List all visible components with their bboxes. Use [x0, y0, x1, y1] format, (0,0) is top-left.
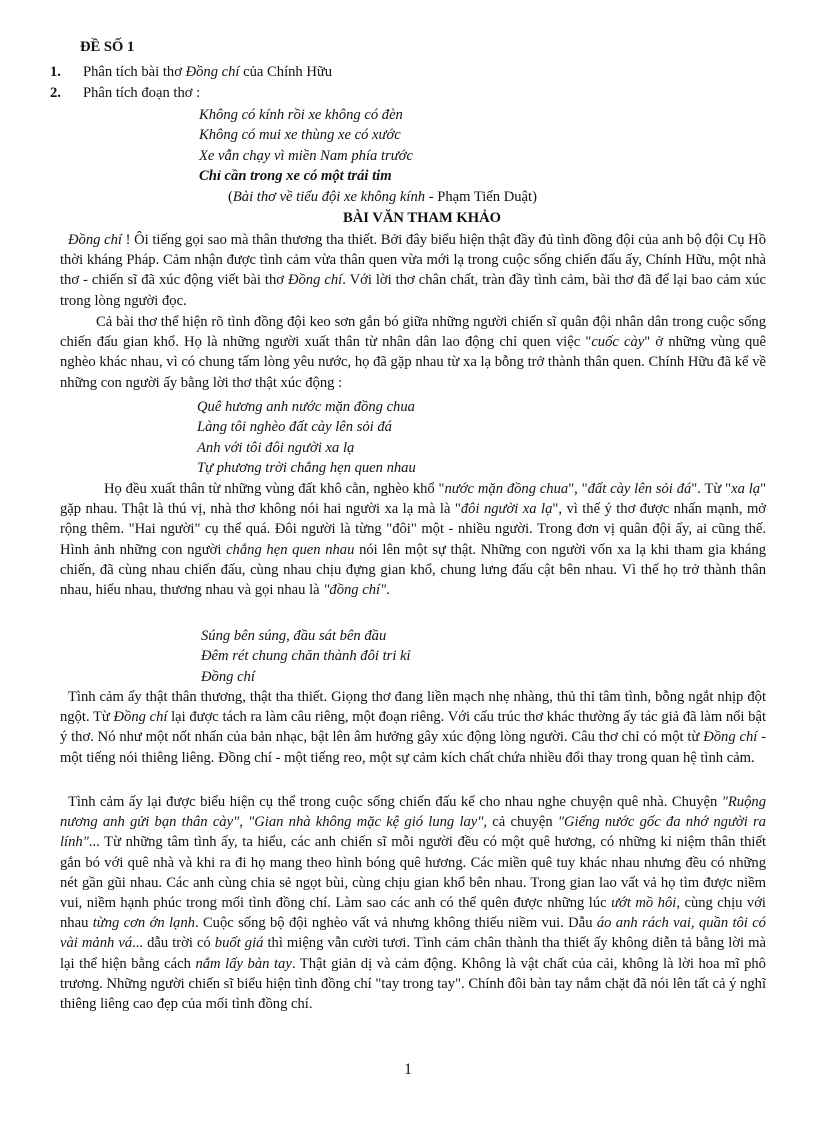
- poem-excerpt-1: [199, 105, 413, 186]
- poem-line: Làng tôi nghèo đất cày lên sỏi đá: [197, 419, 392, 436]
- poem-line: Chỉ cần trong xe có một trái tim: [199, 167, 392, 184]
- poem-line: Tự phương trời chẳng hẹn quen nhau: [197, 459, 416, 476]
- poem-excerpt-2: [197, 397, 416, 478]
- essay-paragraph-2: Cả bài thơ thể hiện rõ tình đồng đội keo sơn gắn bó giữa những người chiến sĩ quân đội nhân dân trong cuộc sống chiến đấu gian khổ. Họ là những người xuất thân từ nhân dân lao động chỉ quen việc "cuốc cày" ở những vùng quê nghèo khác nhau, vì có chung tấm lòng yêu nước, họ đã gặp nhau từ xa lạ bỗng trở thành thân quen. Chính Hữu đã kể về những con người ấy bằng lời thơ thật xúc động :: [60, 314, 767, 391]
- essay-paragraph-4: Tình cảm ấy thật thân thương, thật tha thiết. Giọng thơ đang liền mạch nhẹ nhàng, thủ thỉ tâm tình, bỗng ngắt nhịp đột ngột. Từ Đồng chí lại được tách ra làm câu riêng, một đoạn riêng. Với cấu trúc thơ khác thường ấy tác giả đã làm nổi bật ý thơ. Nó như một nốt nhấn của bản nhạc, bật lên âm hưởng gây xúc động lòng người. Câu thơ chỉ có một từ Đồng chí - một tiếng nói thiêng liêng. Đồng chí - một tiếng reo, một sự cảm kích chất chứa nhiều đổi thay trong quan hệ tình cảm.: [60, 689, 766, 766]
- poem-line: Đồng chí: [201, 668, 255, 685]
- question-number: 1.: [50, 64, 61, 80]
- poem-line: Không có kính rồi xe không có đèn: [199, 107, 403, 123]
- question-2: 2. Phân tích đoạn thơ :: [50, 83, 750, 103]
- essay-paragraph-3: Họ đều xuất thân từ những vùng đất khô cằn, nghèo khổ "nước mặn đồng chua", "đất cày lên sỏi đá". Từ "xa lạ" gặp nhau. Thật là thú vị, nhà thơ không nói hai người xa lạ mà là "đôi người xa lạ", vì thế ý thơ được nhấn mạnh, mở rộng thêm. "Hai người" cụ thể quá. Đôi người là từng "đôi" một - nhiều người. Trong đơn vị quân đội ấy, ai cũng thế. Hình ảnh những con người chẳng hẹn quen nhau nói lên một sự thật. Những con người vốn xa lạ khi tham gia kháng chiến, đã cùng nhau chiến đấu, cùng nhau chịu đựng gian khổ, chung lưng đấu cật bên nhau. Vì thế họ trở thành thân nhau, hiểu nhau, thương nhau và gọi nhau là "đồng chí".: [60, 481, 767, 599]
- question-1: 1. Phân tích bài thơ Đồng chí của Chính Hữu: [50, 62, 750, 82]
- page-number: 1: [404, 1061, 412, 1078]
- poem-line: Anh với tôi đôi người xa lạ: [197, 439, 355, 456]
- exam-heading: ĐỀ SỐ 1: [80, 39, 135, 55]
- poem-line: Đêm rét chung chăn thành đôi tri kỉ: [201, 648, 411, 665]
- essay-paragraph-5: Tình cảm ấy lại được biểu hiện cụ thể trong cuộc sống chiến đấu kể cho nhau nghe chuyện quê nhà. Chuyện "Ruộng nương anh gửi bạn thân cày", "Gian nhà không mặc kệ gió lung lay", cả chuyện "Giếng nước gốc đa nhớ người ra lính"... Từ những tâm tình ấy, ta hiểu, các anh chiến sĩ mỗi người đều có một quê hương, có những kỉ niệm thân thiết gắn bó với quê nhà và khi ra đi họ mang theo hình bóng quê hương. Các miền quê tuy khác nhau nhưng đều có những nét gần gũi nhau. Các anh cùng chia sẻ ngọt bùi, cùng chịu gian khổ bên nhau. Trong gian lao vất vả họ tìm được niềm vui, niềm hạnh phúc trong mối tình đồng chí. Làm sao các anh có thể quên được những lúc ướt mồ hôi, cùng chịu với nhau từng cơn ớn lạnh. Cuộc sống bộ đội nghèo vất vả nhưng không thiếu niềm vui. Dẫu áo anh rách vai, quần tôi có vài mảnh vá... dẫu trời có buốt giá thì miệng vẫn cười tươi. Tình cảm chân thành tha thiết ấy không diễn tả bằng lời mà lại thể hiện bằng cách nắm lấy bàn tay. Thật giản dị và cảm động. Không là vật chất của cải, không là lời hoa mĩ phô trương. Những người chiến sĩ biểu hiện tình đồng chí "tay trong tay". Chính đôi bàn tay nắm chặt đã nói lên tất cả ý nghĩ thiêng liêng cao đẹp của mối tình đồng chí.: [60, 794, 766, 1013]
- section-title: BÀI VĂN THAM KHẢO: [343, 210, 501, 226]
- essay-paragraph-1: Đồng chí ! Ôi tiếng gọi sao mà thân thương tha thiết. Bởi đây biểu hiện thật đầy đủ tình đồng đội của anh bộ đội Cụ Hồ thời kháng Pháp. Cảm nhận được tình cảm vừa thân quen vừa mới lạ trong cuộc sống chiến đấu ấy, Chính Hữu, một nhà thơ - chiến sĩ đã xúc động viết bài thơ Đồng chí. Với lời thơ chân chất, tràn đầy tình cảm, bài thơ đã để lại bao cảm xúc trong lòng người đọc.: [60, 232, 766, 309]
- poem-excerpt-3: [201, 626, 411, 687]
- poem-line: Quê hương anh nước mặn đồng chua: [197, 399, 415, 415]
- poem-line: Không có mui xe thùng xe có xước: [199, 127, 401, 144]
- poem-line: Xe vẫn chạy vì miền Nam phía trước: [199, 147, 413, 164]
- question-number: 2.: [50, 85, 61, 101]
- poem-line: Súng bên súng, đầu sát bên đầu: [201, 628, 387, 644]
- poem-source: (Bài thơ về tiểu đội xe không kính - Phạm Tiến Duật): [228, 189, 537, 205]
